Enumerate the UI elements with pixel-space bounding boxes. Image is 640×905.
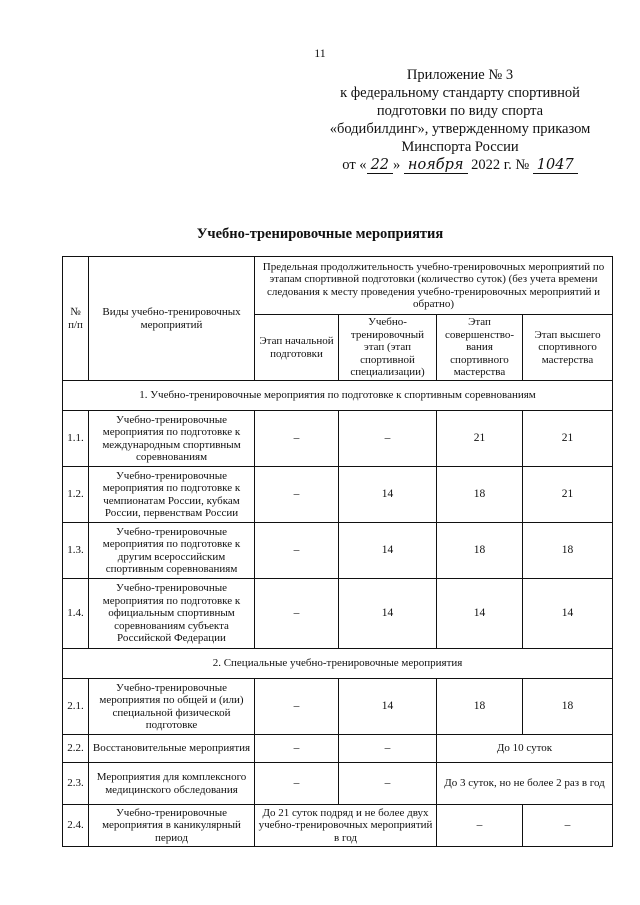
row-num: 1.2. (63, 467, 89, 523)
cell-stage2: – (339, 735, 437, 763)
row-num: 1.3. (63, 523, 89, 579)
header-duration: Предельная продолжительность учебно-тренировочных мероприятий по этапам спортивной подготовки (количество суток) (без учета времени следования к месту проведения учебно-тренировочных мероприятий и обратно) (255, 257, 613, 315)
cell-stage3: 14 (437, 579, 523, 649)
cell-stage3: 18 (437, 679, 523, 735)
row-name: Учебно-тренировочные мероприятия по общей и (или) специальной физической подготовке (89, 679, 255, 735)
cell-stage3: 18 (437, 523, 523, 579)
section-2-title: 2. Специальные учебно-тренировочные мероприятия (63, 649, 613, 679)
row-name: Учебно-тренировочные мероприятия в каникулярный период (89, 805, 255, 847)
table-row (63, 523, 613, 579)
row-name: Учебно-тренировочные мероприятия по подготовке к другим всероссийским спортивным соревнованиям (89, 523, 255, 579)
cell-stage2: 14 (339, 679, 437, 735)
date-prefix: от « (342, 157, 367, 173)
cell-stage4: 18 (523, 523, 613, 579)
order-date-line (310, 156, 610, 174)
row-num: 1.4. (63, 579, 89, 649)
cell-stage3: – (437, 805, 523, 847)
appendix-line-2: к федеральному стандарту спортивной (340, 85, 580, 101)
row-name: Восстановительные мероприятия (89, 735, 255, 763)
cell-stage1: – (255, 735, 339, 763)
document-title: Учебно-тренировочные мероприятия (196, 226, 444, 242)
cell-stage1: – (255, 763, 339, 805)
cell-stage1: – (255, 411, 339, 467)
cell-stage1: – (255, 679, 339, 735)
table-row (63, 735, 613, 763)
row-num: 2.4. (63, 805, 89, 847)
table-row (63, 579, 613, 649)
cell-stage1: – (255, 467, 339, 523)
header-stage-initial: Этап начальной подготовки (255, 315, 339, 381)
row-name: Учебно-тренировочные мероприятия по подготовке к чемпионатам России, кубкам России, первенствам России (89, 467, 255, 523)
cell-stage2: 14 (339, 523, 437, 579)
header-stage-higher: Этап высшего спортивного мастерства (523, 315, 613, 381)
cell-stage1: – (255, 523, 339, 579)
header-num: № п/п (63, 257, 89, 381)
cell-stage4: 21 (523, 411, 613, 467)
cell-stage4: – (523, 805, 613, 847)
cell-stage3-4: До 3 суток, но не более 2 раз в год (437, 763, 613, 805)
page-number: 11 (314, 46, 326, 60)
header-stage-training: Учебно-тренировочный этап (этап спортивной специализации) (339, 315, 437, 381)
date-year: 2022 г. № (467, 157, 533, 173)
events-table (62, 256, 613, 847)
table-row (63, 805, 613, 847)
header-stage-improvement: Этап совершенство-вания спортивного мастерства (437, 315, 523, 381)
date-month-handwritten: ноября (404, 157, 468, 174)
appendix-line-1: Приложение № 3 (406, 67, 514, 83)
cell-stage2: 14 (339, 579, 437, 649)
section-1-title: 1. Учебно-тренировочные мероприятия по подготовке к спортивным соревнованиям (63, 381, 613, 411)
row-num: 2.2. (63, 735, 89, 763)
cell-stage1: – (255, 579, 339, 649)
order-number-handwritten: 1047 (533, 157, 578, 174)
row-name: Мероприятия для комплексного медицинского обследования (89, 763, 255, 805)
section-row (63, 381, 613, 411)
table-row (63, 679, 613, 735)
cell-stage4: 18 (523, 679, 613, 735)
cell-stage4: 21 (523, 467, 613, 523)
appendix-line-3: подготовки по виду спорта (376, 103, 544, 119)
cell-stage4: 14 (523, 579, 613, 649)
cell-stage2: – (339, 411, 437, 467)
cell-stage2: 14 (339, 467, 437, 523)
cell-stage2: – (339, 763, 437, 805)
table-row (63, 467, 613, 523)
row-name: Учебно-тренировочные мероприятия по подготовке к официальным спортивным соревнованиям субъекта Российской Федерации (89, 579, 255, 649)
appendix-header (310, 66, 610, 174)
table-row (63, 411, 613, 467)
cell-stage3: 21 (437, 411, 523, 467)
date-mid: » (393, 157, 404, 173)
row-num: 2.1. (63, 679, 89, 735)
appendix-line-4: «бодибилдинг», утвержденному приказом (329, 121, 591, 137)
cell-stage1-2: До 21 суток подряд и не более двух учебно-тренировочных мероприятий в год (255, 805, 437, 847)
date-day-handwritten: 22 (367, 157, 393, 174)
row-num: 1.1. (63, 411, 89, 467)
appendix-line-5: Минспорта России (401, 139, 519, 155)
table-row (63, 763, 613, 805)
row-name: Учебно-тренировочные мероприятия по подготовке к международным спортивным соревнованиям (89, 411, 255, 467)
header-row-top (63, 257, 613, 315)
cell-stage3-4: До 10 суток (437, 735, 613, 763)
row-num: 2.3. (63, 763, 89, 805)
section-row (63, 649, 613, 679)
header-kinds: Виды учебно-тренировочных мероприятий (89, 257, 255, 381)
cell-stage3: 18 (437, 467, 523, 523)
